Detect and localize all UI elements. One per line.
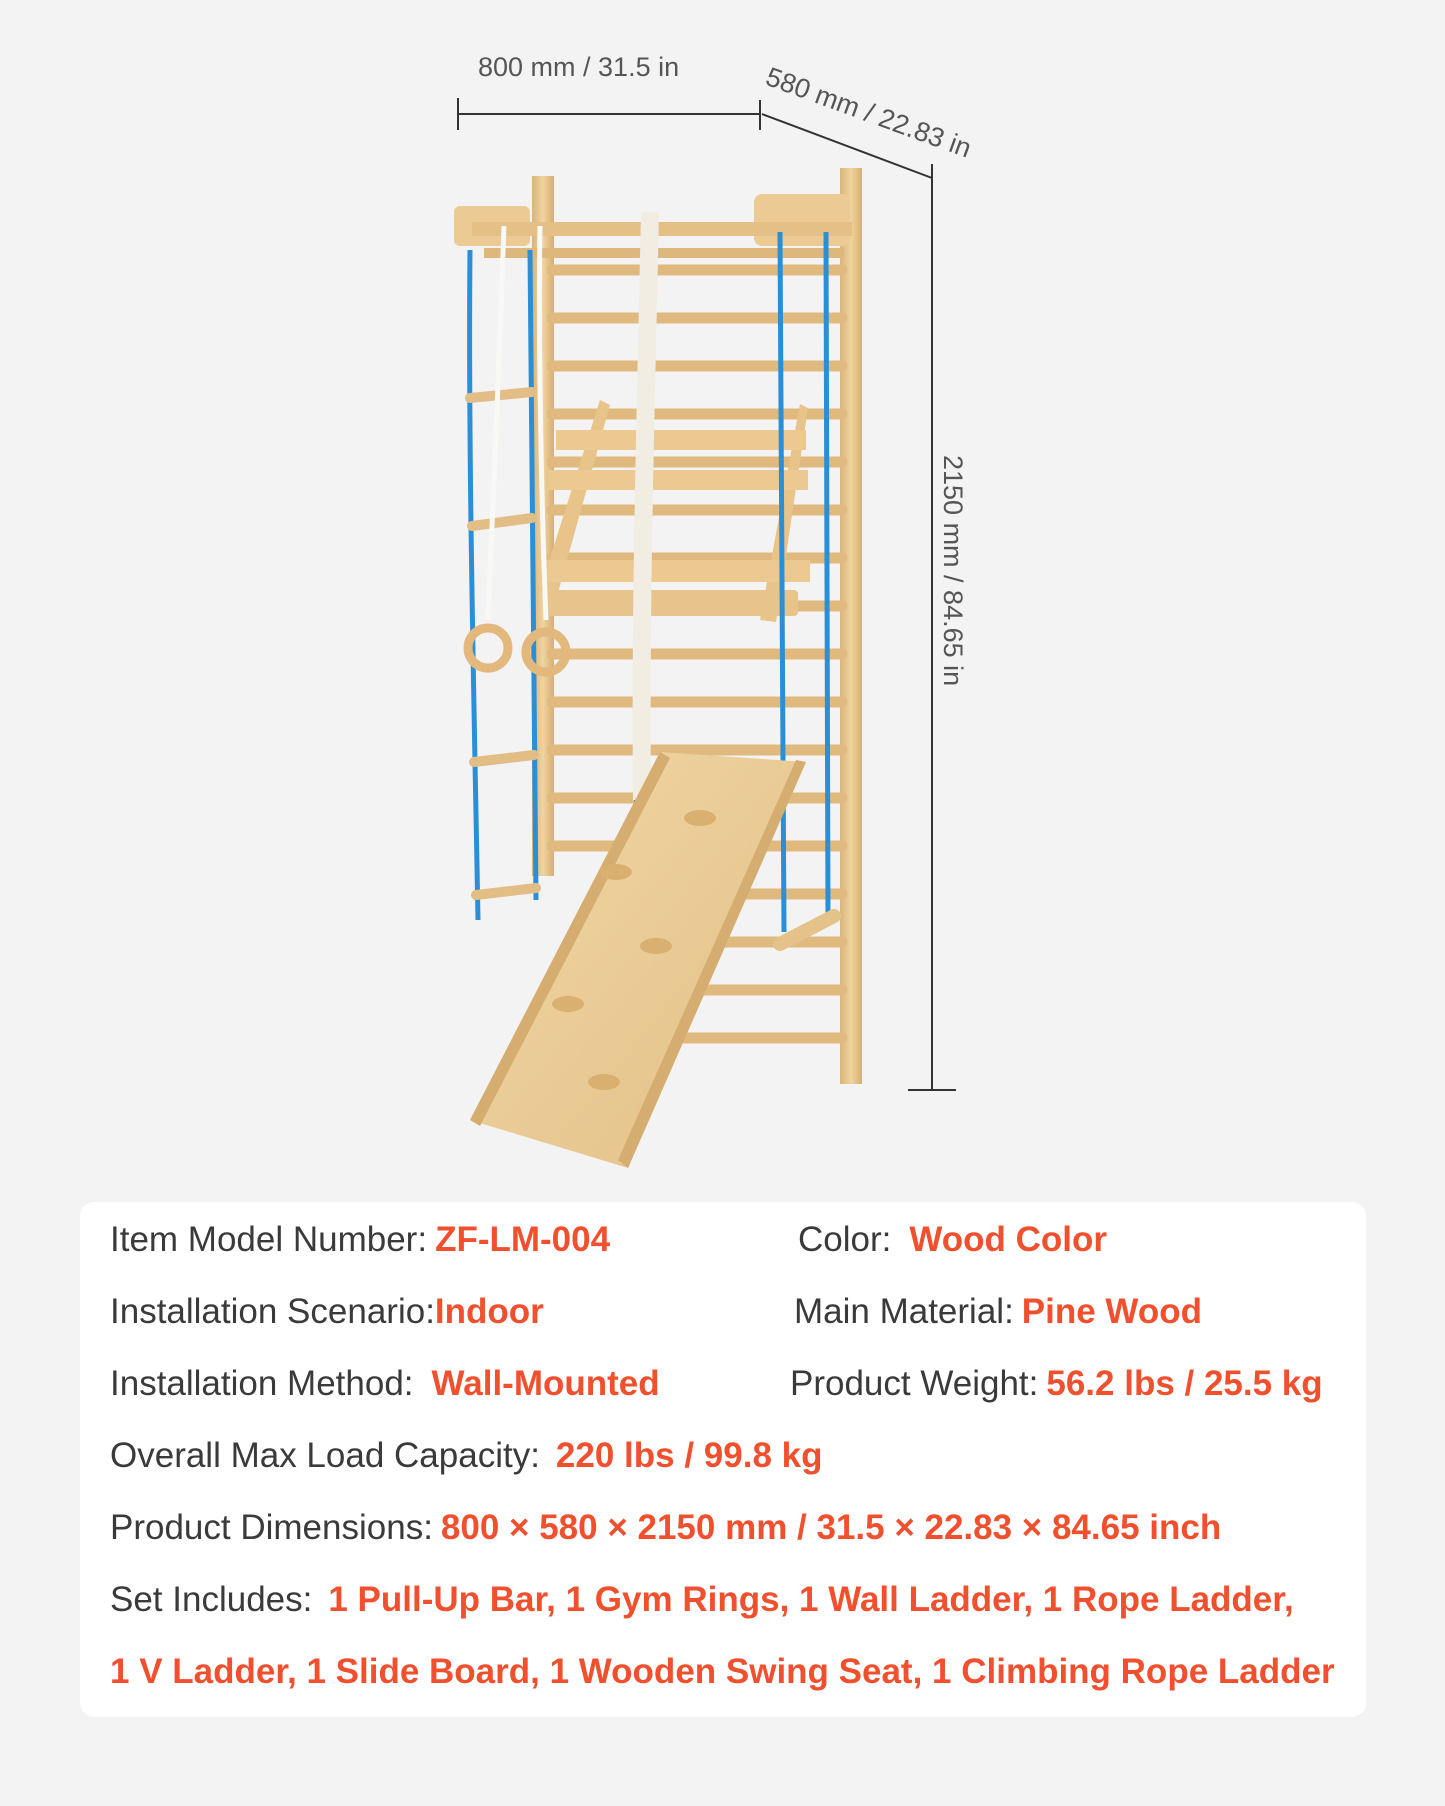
height-label: 2150 mm / 84.65 in bbox=[938, 455, 968, 687]
spec-label: Installation Method: bbox=[110, 1364, 414, 1403]
spec-product-weight bbox=[790, 1364, 1323, 1404]
spec-product-dimensions bbox=[110, 1508, 1221, 1548]
spec-label: Set Includes: bbox=[110, 1580, 313, 1619]
spec-value: Wood Color bbox=[909, 1220, 1108, 1259]
spec-label: Color: bbox=[798, 1220, 892, 1259]
spec-value: 1 Pull-Up Bar, 1 Gym Rings, 1 Wall Ladder, 1 Rope Ladder, bbox=[328, 1580, 1294, 1619]
depth-label: 580 mm / 22.83 in bbox=[761, 61, 976, 164]
spec-color bbox=[798, 1220, 1107, 1260]
slide-board bbox=[470, 752, 806, 1168]
spec-set-includes bbox=[110, 1580, 1294, 1620]
spec-value: 800 × 580 × 2150 mm / 31.5 × 22.83 × 84.65 inch bbox=[440, 1508, 1222, 1547]
spec-max-load bbox=[110, 1436, 822, 1476]
spec-value: Pine Wood bbox=[1021, 1292, 1202, 1331]
spec-set-includes-continued bbox=[110, 1652, 1335, 1692]
climbing-rope bbox=[642, 212, 650, 800]
spec-value: ZF-LM-004 bbox=[435, 1220, 611, 1259]
spec-value: Wall-Mounted bbox=[431, 1364, 660, 1403]
spec-value: 56.2 lbs / 25.5 kg bbox=[1046, 1364, 1323, 1403]
spec-model-number bbox=[110, 1220, 610, 1260]
spec-label: Product Weight: bbox=[790, 1364, 1039, 1403]
spec-label: Installation Scenario: bbox=[110, 1292, 435, 1331]
spec-value: 220 lbs / 99.8 kg bbox=[555, 1436, 823, 1475]
spec-label: Overall Max Load Capacity: bbox=[110, 1436, 540, 1475]
width-dimension-line bbox=[458, 98, 760, 130]
spec-installation-method bbox=[110, 1364, 660, 1404]
spec-label: Item Model Number: bbox=[110, 1220, 428, 1259]
rope-ladder bbox=[470, 250, 536, 920]
spec-value: 1 V Ladder, 1 Slide Board, 1 Wooden Swing Seat, 1 Climbing Rope Ladder bbox=[110, 1652, 1335, 1691]
spec-label: Product Dimensions: bbox=[110, 1508, 433, 1547]
spec-label: Main Material: bbox=[794, 1292, 1014, 1331]
width-label: 800 mm / 31.5 in bbox=[478, 52, 680, 82]
specifications-card bbox=[80, 1202, 1366, 1717]
spec-installation-scenario bbox=[110, 1292, 544, 1332]
spec-value: Indoor bbox=[434, 1292, 544, 1331]
wooden-swing-seat bbox=[780, 232, 834, 944]
spec-main-material bbox=[794, 1292, 1202, 1332]
